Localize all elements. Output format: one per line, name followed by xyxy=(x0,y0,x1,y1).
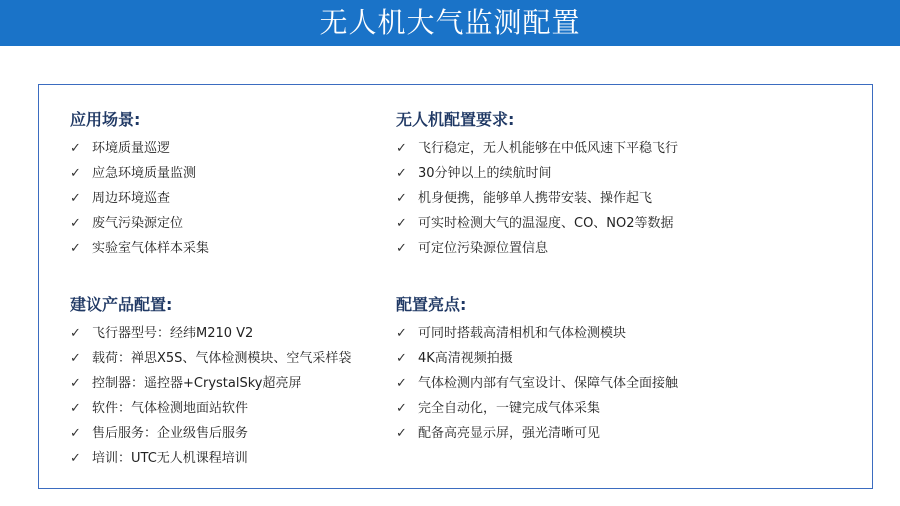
checkmark-icon: ✓ xyxy=(70,216,81,231)
checkmark-icon: ✓ xyxy=(70,401,81,416)
item-text: 气体检测内部有气室设计、保障气体全面接触 xyxy=(418,376,679,391)
list-item xyxy=(70,371,351,396)
list-item xyxy=(70,421,351,446)
checkmark-icon: ✓ xyxy=(70,351,81,366)
section-title: 应用场景: xyxy=(70,110,141,129)
checkmark-icon: ✓ xyxy=(396,191,407,206)
item-text: 应急环境质量监测 xyxy=(92,166,197,181)
item-text: 配备高亮显示屏，强光清晰可见 xyxy=(418,426,601,441)
section-title: 无人机配置要求: xyxy=(396,110,515,129)
checkmark-icon: ✓ xyxy=(70,241,81,256)
item-text: 周边环境巡查 xyxy=(92,191,171,206)
item-text: 完全自动化，一键完成气体采集 xyxy=(418,401,601,416)
list-item xyxy=(70,346,351,371)
checkmark-icon: ✓ xyxy=(396,141,407,156)
checkmark-icon: ✓ xyxy=(396,326,407,341)
list-item xyxy=(396,236,678,261)
section-config-highlights xyxy=(396,294,678,446)
list-item xyxy=(396,321,678,346)
checkmark-icon: ✓ xyxy=(396,351,407,366)
checkmark-icon: ✓ xyxy=(70,451,81,466)
section-title: 配置亮点: xyxy=(396,295,467,314)
list-item xyxy=(396,186,678,211)
list-item xyxy=(70,136,209,161)
list-item xyxy=(396,211,678,236)
list-item xyxy=(70,396,351,421)
section-drone-requirements xyxy=(396,109,678,261)
item-text: 实验室气体样本采集 xyxy=(92,241,210,256)
list-item xyxy=(396,346,678,371)
checkmark-icon: ✓ xyxy=(396,376,407,391)
list-item xyxy=(396,421,678,446)
item-list xyxy=(70,321,351,471)
item-text: 可同时搭载高清相机和气体检测模块 xyxy=(418,326,627,341)
item-text: 可实时检测大气的温湿度、CO、NO2等数据 xyxy=(418,216,674,231)
checkmark-icon: ✓ xyxy=(396,401,407,416)
list-item xyxy=(70,321,351,346)
checkmark-icon: ✓ xyxy=(70,326,81,341)
list-item xyxy=(70,236,209,261)
list-item xyxy=(70,446,351,471)
item-text: 30分钟以上的续航时间 xyxy=(418,166,552,181)
list-item xyxy=(70,211,209,236)
checkmark-icon: ✓ xyxy=(70,426,81,441)
item-text: 售后服务：企业级售后服务 xyxy=(92,426,249,441)
list-item xyxy=(396,371,678,396)
item-list xyxy=(396,136,678,261)
list-item xyxy=(70,161,209,186)
item-text: 4K高清视频拍摄 xyxy=(418,351,513,366)
item-text: 载荷：禅思X5S、气体检测模块、空气采样袋 xyxy=(92,351,352,366)
item-text: 培训：UTC无人机课程培训 xyxy=(92,451,248,466)
checkmark-icon: ✓ xyxy=(396,426,407,441)
checkmark-icon: ✓ xyxy=(396,216,407,231)
item-text: 飞行器型号：经纬M210 V2 xyxy=(92,326,254,341)
list-item xyxy=(70,186,209,211)
item-text: 控制器：遥控器+CrystalSky超亮屏 xyxy=(92,376,302,391)
item-text: 可定位污染源位置信息 xyxy=(418,241,549,256)
item-list xyxy=(70,136,209,261)
checkmark-icon: ✓ xyxy=(396,241,407,256)
item-list xyxy=(396,321,678,446)
page-title: 无人机大气监测配置 xyxy=(319,6,581,39)
checkmark-icon: ✓ xyxy=(70,166,81,181)
item-text: 软件：气体检测地面站软件 xyxy=(92,401,249,416)
section-application-scenarios xyxy=(70,109,209,261)
item-text: 机身便携，能够单人携带安装、操作起飞 xyxy=(418,191,653,206)
checkmark-icon: ✓ xyxy=(70,191,81,206)
list-item xyxy=(396,161,678,186)
checkmark-icon: ✓ xyxy=(396,166,407,181)
item-text: 环境质量巡逻 xyxy=(92,141,171,156)
item-text: 废气污染源定位 xyxy=(92,216,184,231)
item-text: 飞行稳定，无人机能够在中低风速下平稳飞行 xyxy=(418,141,679,156)
section-title: 建议产品配置: xyxy=(70,295,173,314)
section-recommended-config xyxy=(70,294,351,471)
checkmark-icon: ✓ xyxy=(70,376,81,391)
checkmark-icon: ✓ xyxy=(70,141,81,156)
list-item xyxy=(396,136,678,161)
list-item xyxy=(396,396,678,421)
